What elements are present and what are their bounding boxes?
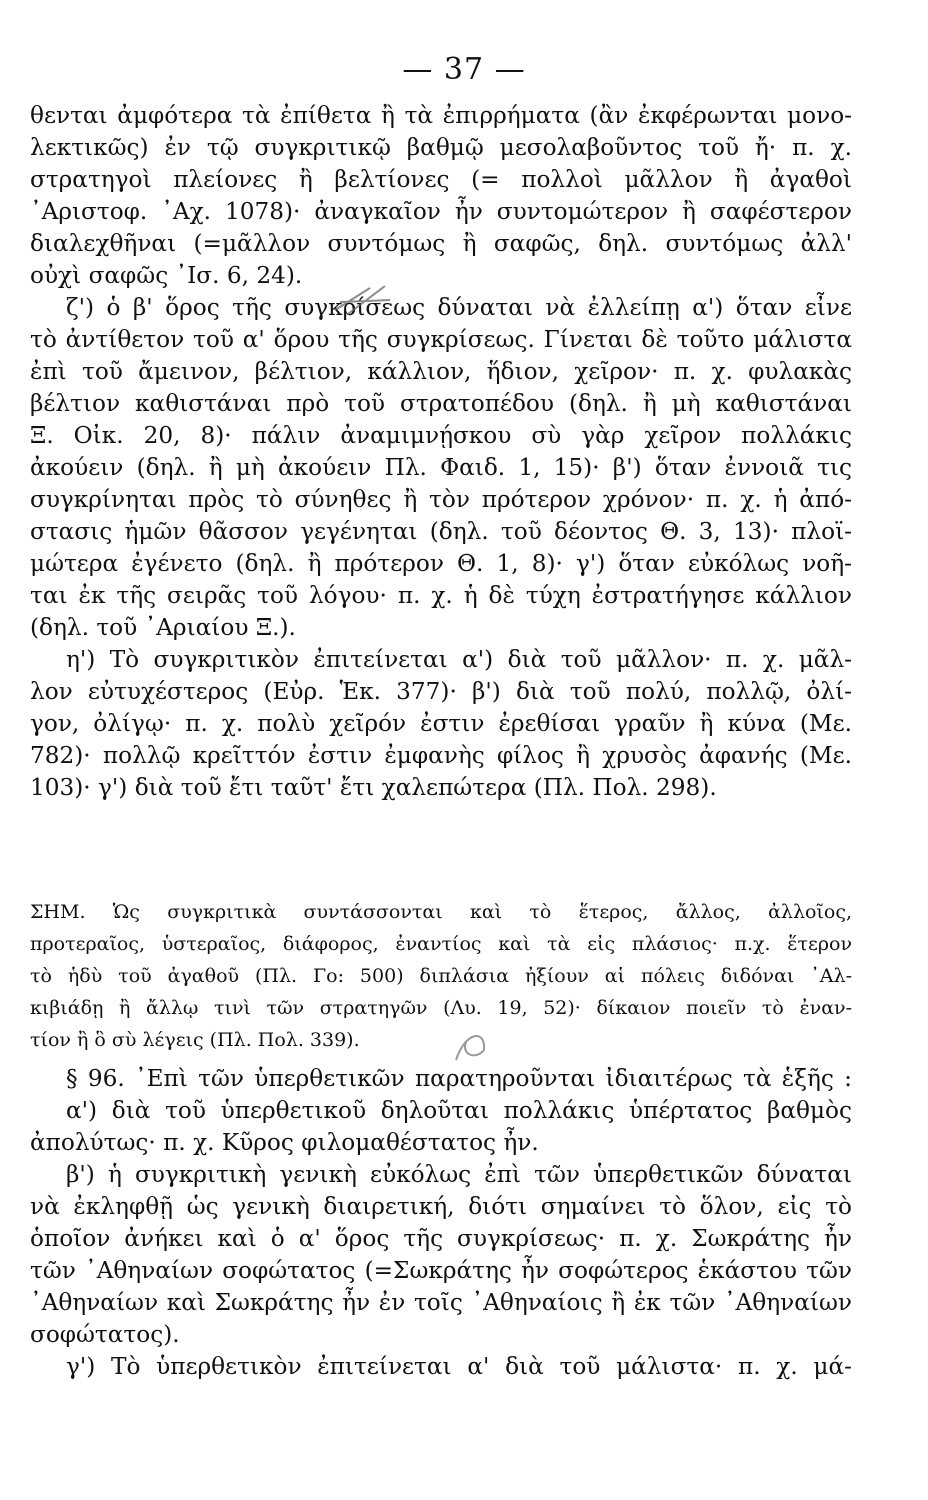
note-block: [30, 896, 852, 1056]
text-line: νὰ ἐκληφθῇ ὡς γενικὴ διαιρετική, διότι σημαίνει τὸ ὅλον, εἰς τὸ: [30, 1193, 852, 1220]
text-line: οὐχὶ σαφῶς ᾿Ισ. 6, 24).: [30, 262, 303, 289]
text-line: στρατηγοὶ πλείονες ἢ βελτίονες (= πολλοὶ μᾶλλον ἢ ἀγαθοὶ: [30, 166, 852, 193]
text-line: § 96. ᾿Επὶ τῶν ὑπερθετικῶν παρατηροῦνται ἰδιαιτέρως τὰ ἑξῆς :: [66, 1065, 852, 1092]
text-line: ἀπολύτως· π. χ. Κῦρος φιλομαθέστατος ἦν.: [30, 1129, 539, 1156]
note-line: τίον ἢ ὃ σὺ λέγεις (Πλ. Πολ. 339).: [30, 1029, 360, 1051]
text-line: συγκρίνηται πρὸς τὸ σύνηθες ἢ τὸν πρότερον χρόνον· π. χ. ἡ ἀπό-: [30, 486, 852, 513]
pencil-mark: [446, 1020, 496, 1070]
text-line: ἐπὶ τοῦ ἄμεινον, βέλτιον, κάλλιον, ἥδιον, χεῖρον· π. χ. φυλακὰς: [30, 358, 852, 385]
text-line: σοφώτατος).: [30, 1321, 180, 1348]
pencil-mark: [330, 280, 400, 320]
text-line: 782)· πολλῷ κρεῖττόν ἐστιν ἐμφανὴς φίλος ἢ χρυσὸς ἀφανής (Με.: [30, 742, 852, 769]
text-line: λεκτικῶς) ἐν τῷ συγκριτικῷ βαθμῷ μεσολαβοῦντος τοῦ ἤ· π. χ.: [30, 134, 852, 161]
text-line: ὁποῖον ἀνήκει καὶ ὁ α' ὅρος τῆς συγκρίσεως· π. χ. Σωκράτης ἦν: [30, 1225, 852, 1252]
text-line: μώτερα ἐγένετο (δηλ. ἢ πρότερον Θ. 1, 8)· γ') ὅταν εὐκόλως νοῆ-: [30, 550, 852, 577]
note-line: προτεραῖος, ὑστεραῖος, διάφορος, ἐναντίος καὶ τὰ εἰς πλάσιος· π.χ. ἕτερον: [30, 933, 852, 955]
text-line: ᾿Αθηναίων καὶ Σωκράτης ἦν ἐν τοῖς ᾿Αθηναίοις ἢ ἐκ τῶν ᾿Αθηναίων: [30, 1289, 852, 1316]
page-number: — 37 —: [402, 52, 526, 87]
text-line: θενται ἀμφότερα τὰ ἐπίθετα ἢ τὰ ἐπιρρήματα (ἂν ἐκφέρωνται μονο-: [30, 102, 852, 129]
text-line: β') ἡ συγκριτικὴ γενικὴ εὐκόλως ἐπὶ τῶν ὑπερθετικῶν δύναται: [66, 1161, 852, 1188]
text-line: τὸ ἀντίθετον τοῦ α' ὅρου τῆς συγκρίσεως. Γίνεται δὲ τοῦτο μάλιστα: [30, 326, 852, 353]
text-line: (δηλ. τοῦ ᾿Αριαίου Ξ.).: [30, 614, 296, 641]
note-line: κιβιάδῃ ἢ ἄλλῳ τινὶ τῶν στρατηγῶν (Λυ. 19, 52)· δίκαιον ποιεῖν τὸ ἐναν-: [30, 997, 852, 1019]
section-96: [30, 1063, 852, 1383]
text-line: 103)· γ') διὰ τοῦ ἔτι ταῦτ' ἔτι χαλεπώτερα (Πλ. Πολ. 298).: [30, 774, 717, 801]
text-line: ἀκούειν (δηλ. ἢ μὴ ἀκούειν Πλ. Φαιδ. 1, 15)· β') ὅταν ἐννοιᾶ τις: [30, 454, 852, 481]
text-line: ζ') ὁ β' ὅρος τῆς συγκρίσεως δύναται νὰ ἐλλείπῃ α') ὅταν εἶνε: [66, 294, 852, 321]
text-line: διαλεχθῆναι (=μᾶλλον συντόμως ἢ σαφῶς, δηλ. συντόμως ἀλλ': [30, 230, 852, 257]
text-line: ᾿Αριστοφ. ᾿Αχ. 1078)· ἀναγκαῖον ἦν συντομώτερον ἢ σαφέστερον: [30, 198, 852, 225]
text-line: ται ἐκ τῆς σειρᾶς τοῦ λόγου· π. χ. ἡ δὲ τύχη ἐστρατήγησε κάλλιον: [30, 582, 852, 609]
main-text: [30, 100, 852, 804]
text-line: τῶν ᾿Αθηναίων σοφώτατος (=Σωκράτης ἦν σοφώτερος ἑκάστου τῶν: [30, 1257, 852, 1284]
text-line: η') Τὸ συγκριτικὸν ἐπιτείνεται α') διὰ τοῦ μᾶλλον· π. χ. μᾶλ-: [66, 646, 852, 673]
text-line: α') διὰ τοῦ ὑπερθετικοῦ δηλοῦται πολλάκις ὑπέρτατος βαθμὸς: [66, 1097, 852, 1124]
text-line: βέλτιον καθιστάναι πρὸ τοῦ στρατοπέδου (δηλ. ἢ μὴ καθιστάναι: [30, 390, 852, 417]
text-line: λον εὐτυχέστερος (Εὐρ. Ἑκ. 377)· β') διὰ τοῦ πολύ, πολλῷ, ὀλί-: [30, 678, 852, 705]
note-line: τὸ ἡδὺ τοῦ ἀγαθοῦ (Πλ. Γο: 500) διπλάσια ἠξίουν αἱ πόλεις διδόναι ᾿Αλ-: [30, 965, 852, 987]
text-line: γον, ὀλίγῳ· π. χ. πολὺ χεῖρόν ἐστιν ἐρεθίσαι γραῦν ἢ κύνα (Με.: [30, 710, 852, 737]
text-line: στασις ἡμῶν θᾶσσον γεγένηται (δηλ. τοῦ δέοντος Θ. 3, 13)· πλοϊ-: [30, 518, 852, 545]
note-line: ΣΗΜ. Ὡς συγκριτικὰ συντάσσονται καὶ τὸ ἕτερος, ἄλλος, ἀλλοῖος,: [30, 901, 852, 923]
text-line: Ξ. Οἰκ. 20, 8)· πάλιν ἀναμιμνῄσκου σὺ γὰρ χεῖρον πολλάκις: [30, 422, 852, 449]
text-line: γ') Τὸ ὑπερθετικὸν ἐπιτείνεται α' διὰ τοῦ μάλιστα· π. χ. μά-: [66, 1353, 852, 1380]
